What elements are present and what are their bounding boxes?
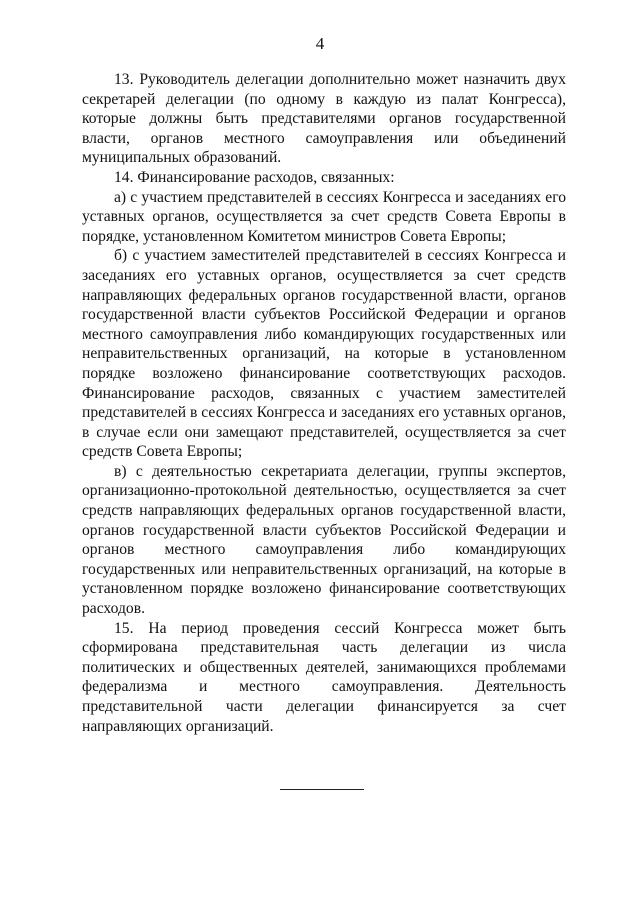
paragraph-13: 13. Руководитель делегации дополнительно может назначить двух секретарей делегации (по одному в каждую из палат Конгресса), которые должны быть представителями органов государственной власти, органов местного самоуправления или объединений муниципальных образований. <box>82 71 566 167</box>
paragraph-14-b: б) с участием заместителей представителей в сессиях Конгресса и заседаниях его уставных органов, осуществляется за счет средств направляющих федеральных органов государственной власти, органов государственной власти субъектов Российской Федерации и органов местного самоуправления либо командирующих государственных или неправительственных организаций, на которые в установленном порядке возложено финансирование соответствующих расходов. Финансирование расходов, связанных с участием заместителей представителей в сессиях Конгресса и заседаниях его уставных органов, в случае если они замещают представителей, осуществляется за счет средств Совета Европы; <box>82 247 566 461</box>
paragraph-14: 14. Финансирование расходов, связанных: <box>114 168 395 186</box>
paragraph-14-a: а) с участием представителей в сессиях Конгресса и заседаниях его уставных органов, осуществляется за счет средств Совета Европы в порядке, установленном Комитетом министров Совета Европы; <box>82 188 566 245</box>
end-rule <box>280 789 364 790</box>
document-body <box>82 70 566 736</box>
paragraph-15: 15. На период проведения сессий Конгресса может быть сформирована представительная часть делегации из числа политических и общественных деятелей, занимающихся проблемами федерализма и местного самоуправления. Деятельность представительной части делегации финансируется за счет направляющих организаций. <box>82 619 566 735</box>
page-number: 4 <box>315 34 325 53</box>
paragraph-14-v: в) с деятельностью секретариата делегации, группы экспертов, организационно-протокольной деятельностью, осуществляется за счет средств направляющих федеральных органов государственной власти, органов государственной власти субъектов Российской Федерации и органов местного самоуправления либо командирующих государственных или неправительственных организаций, на которые в установленном порядке возложено финансирование соответствующих расходов. <box>82 462 566 618</box>
